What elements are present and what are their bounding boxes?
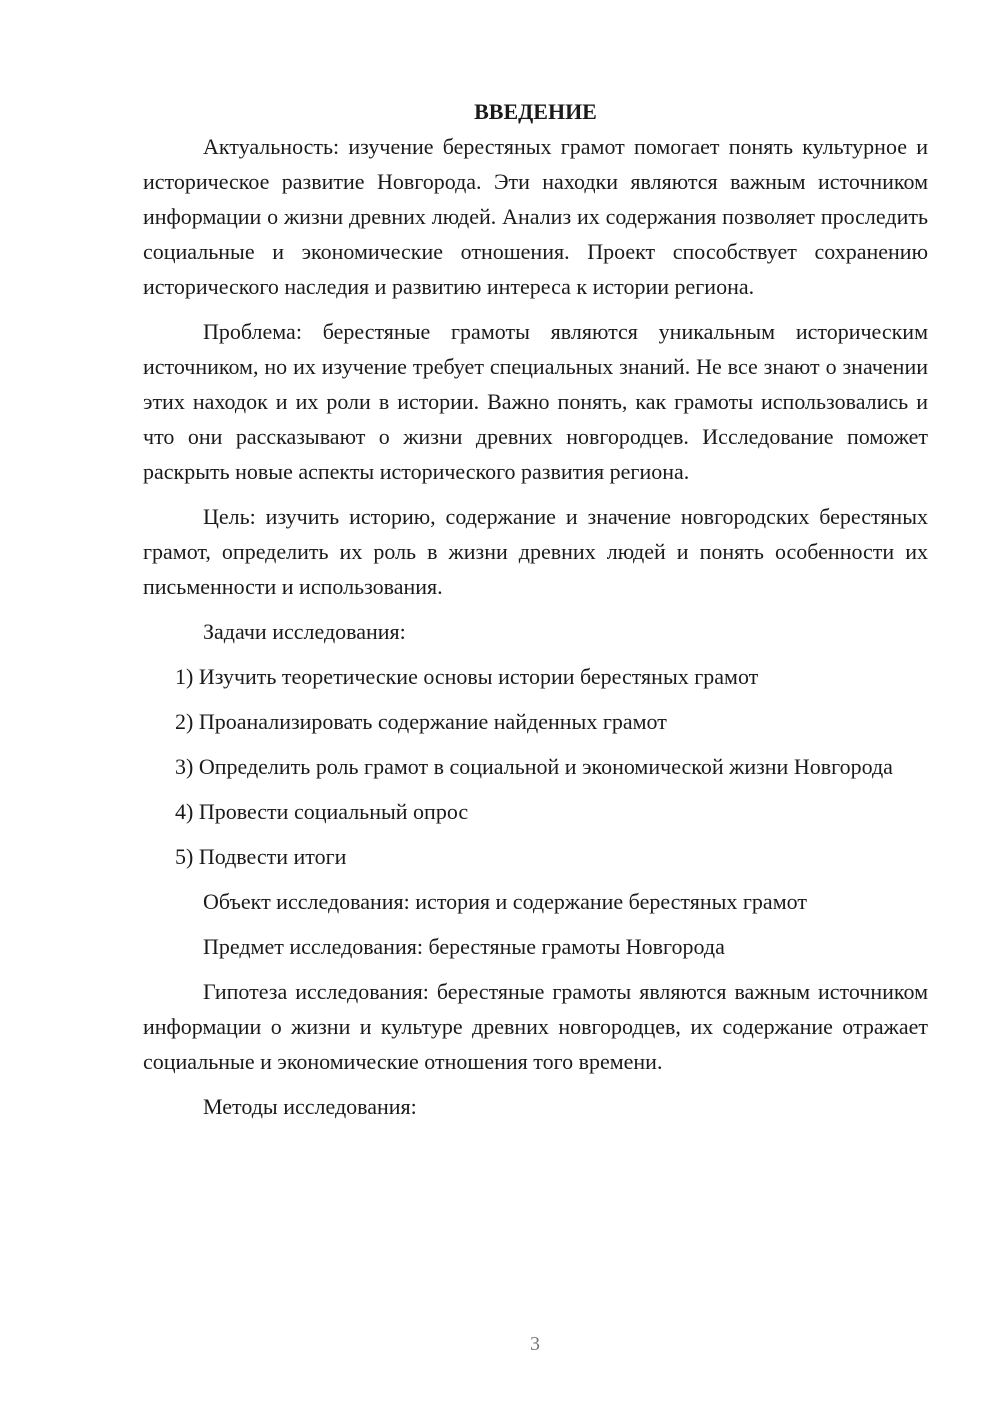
methods-heading: Методы исследования: — [203, 1094, 417, 1119]
tasks-heading: Задачи исследования: — [203, 619, 406, 644]
object-line: Объект исследования: история и содержание берестяных грамот — [203, 889, 807, 914]
task-item: 4) Провести социальный опрос — [175, 799, 469, 824]
task-item: 5) Подвести итоги — [175, 844, 347, 869]
goal-paragraph: Цель: изучить историю, содержание и значение новгородских берестяных грамот, определить их роль в жизни древних людей и понять особенности их письменности и использования. — [143, 504, 928, 599]
subject-line: Предмет исследования: берестяные грамоты Новгорода — [203, 934, 725, 959]
page-number: 3 — [530, 1333, 540, 1355]
document-body — [143, 94, 928, 1134]
task-item: 3) Определить роль грамот в социальной и экономической жизни Новгорода — [175, 754, 893, 779]
task-item: 1) Изучить теоретические основы истории берестяных грамот — [175, 664, 759, 689]
hypothesis-paragraph: Гипотеза исследования: берестяные грамоты являются важным источником информации о жизни и культуре древних новгородцев, их содержание отражает социальные и экономические отношения того времени. — [143, 979, 928, 1074]
relevance-paragraph: Актуальность: изучение берестяных грамот помогает понять культурное и историческое развитие Новгорода. Эти находки являются важным источником информации о жизни древних людей. Анализ их содержания позволяет проследить социальные и экономические отношения. Проект способствует сохранению исторического наследия и развитию интереса к истории региона. — [143, 134, 928, 299]
page-title: ВВЕДЕНИЕ — [474, 99, 597, 124]
problem-paragraph: Проблема: берестяные грамоты являются уникальным историческим источником, но их изучение требует специальных знаний. Не все знают о значении этих находок и их роли в истории. Важно понять, как грамоты использовались и что они рассказывают о жизни древних новгородцев. Исследование поможет раскрыть новые аспекты исторического развития региона. — [143, 319, 928, 484]
task-item: 2) Проанализировать содержание найденных грамот — [175, 709, 667, 734]
